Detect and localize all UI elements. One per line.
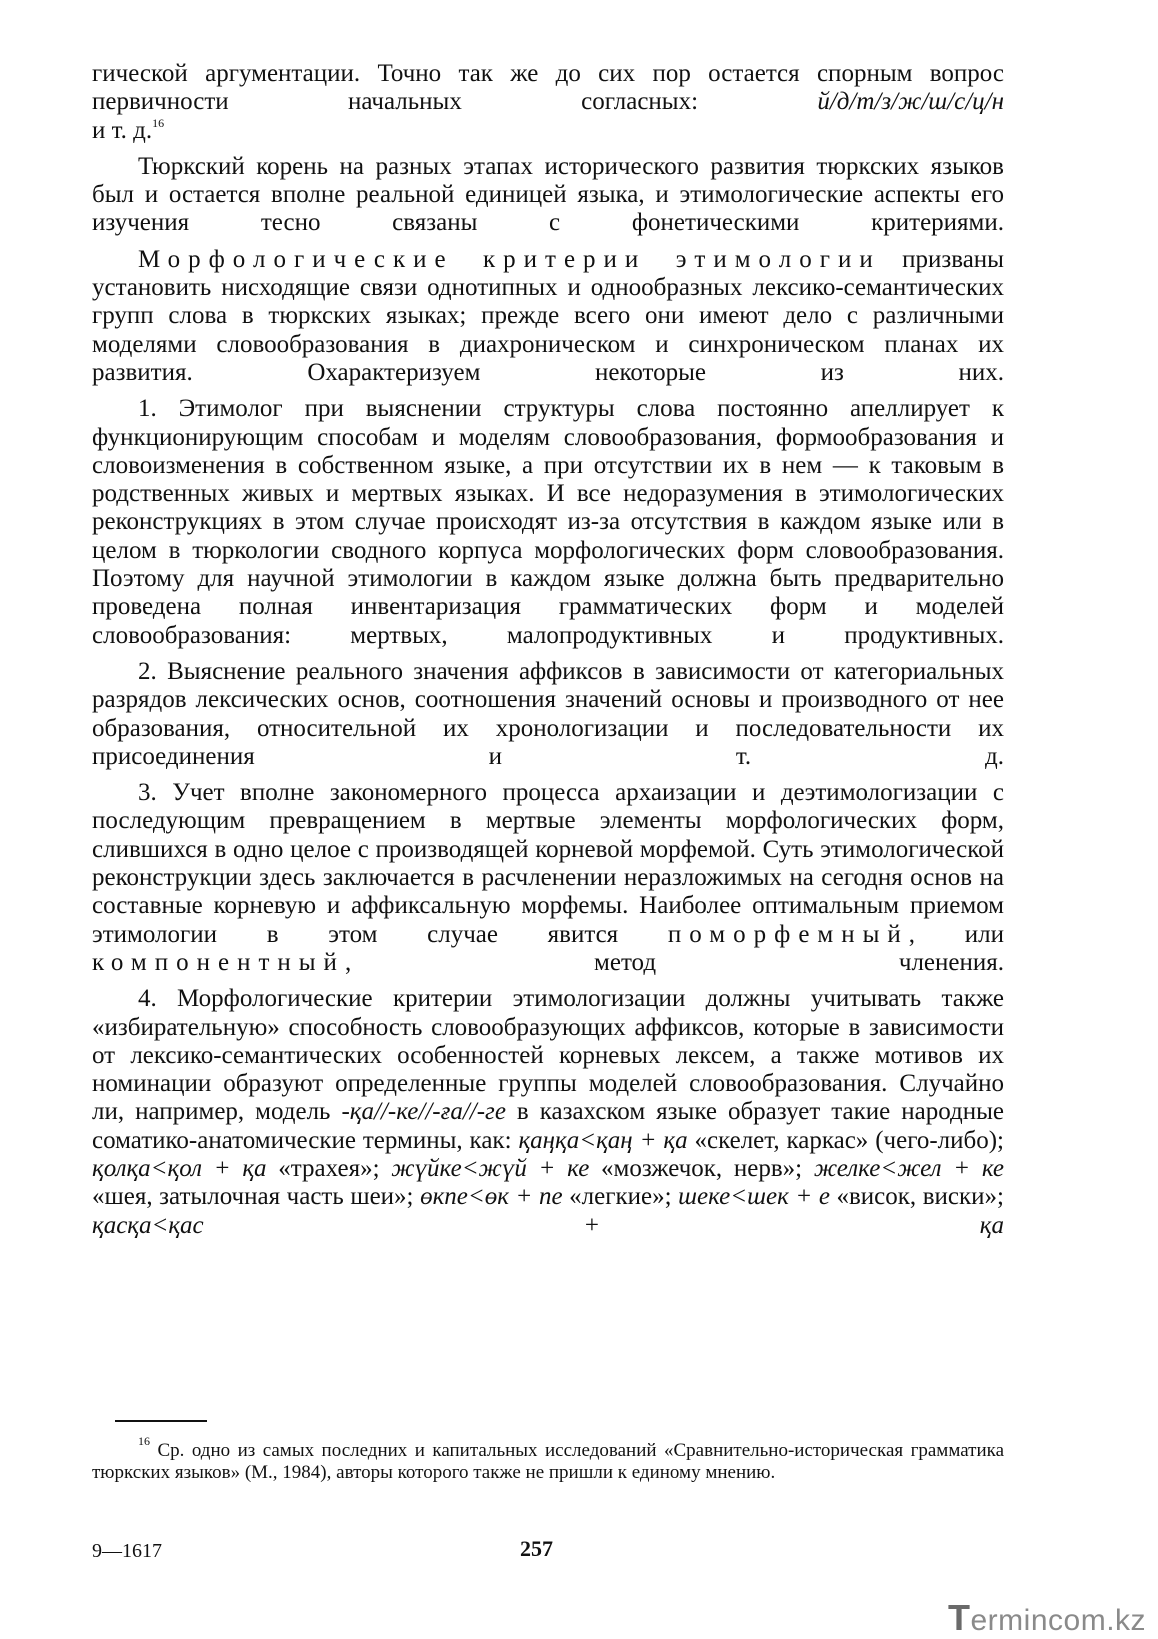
paragraph-text-connector: , или — [908, 920, 1004, 948]
gloss-okpe: «легкие»; — [562, 1183, 679, 1211]
paragraph-turkic-root — [92, 153, 1004, 238]
paragraph-text-2: в казахском языке образует такие народные соматико-анатомические термины, как: — [92, 1098, 1004, 1154]
footnote-body — [92, 1434, 1004, 1484]
gloss-kanka: «скелет, каркас» (чего-либо); — [687, 1126, 1005, 1154]
paragraph-item-4 — [92, 985, 1004, 1240]
footnote-text: Ср. одно из самых последних и капитальных исследований «Сравнительно-историческая грамматика тюркских языков» (М., 1984), авторы которого также не пришли к единому мнению. — [92, 1440, 1004, 1483]
watermark-text: ermincom.kz — [970, 1604, 1147, 1637]
gloss-zhelke: «шея, затылочная часть шеи»; — [92, 1183, 421, 1211]
line-2-text: вопрос первичности начальных согласных: — [92, 60, 1004, 116]
paragraph-item-3 — [92, 779, 1004, 977]
page-number: 257 — [520, 1536, 553, 1561]
term-sheke: шеке<шек + е — [678, 1183, 830, 1211]
line-1: гической аргументации. Точно так же до сих пор остается спорным — [92, 60, 913, 87]
watermark-initial: T — [948, 1597, 971, 1638]
paragraph-text: 2. Выяснение реального значения аффиксов в зависимости от категориальных разрядов лексических основ, соотношения значений основы и производного от нее образования, относительной их хронологизации и последовательности их присоединения и т. д. — [92, 657, 1004, 770]
gloss-kolka: «трахея»; — [266, 1154, 392, 1182]
paragraph-text: 3. Учет вполне закономерного процесса архаизации и деэтимологизации с последующим превращением в мертвые элементы морфологических форм, слившихся в одно целое с производящей корневой морфемой. Суть этимологической реконструкции здесь заключается в расчленении неразложимых на сегодня основ на составные корневую и аффиксальную морфемы. Наиболее оптимальным приемом этимологии в этом случае явится — [92, 779, 1004, 948]
term-zhuike: жүйке<жүй + ке — [391, 1154, 590, 1182]
footnote-number: 16 — [138, 1434, 150, 1448]
term-kanka: қаңқа<қаң + қа — [518, 1126, 688, 1154]
term-kolka: қолқа<қол + қа — [92, 1154, 267, 1182]
paragraph-text: 4. Морфологические критерии этимологизации должны учитывать также «избирательную» способность словообразующих аффиксов, которые в зависимости от лексико-семантических особенностей корневых лексем, а также мотивов их номинации образуют определенные группы моделей словообразования. Случайно ли, например, модель — [92, 985, 1004, 1126]
paragraph-morphological-criteria — [92, 246, 1004, 387]
paragraph-text: Тюркский корень на разных этапах исторического развития тюркских языков был и остается вполне реальной единицей языка, и этимологические аспекты его изучения тесно связаны с фонетическими критериями. — [92, 152, 1004, 237]
paragraph-item-2 — [92, 658, 1004, 771]
printer-signature: 9—1617 — [92, 1540, 162, 1562]
footnote — [92, 1434, 1004, 1484]
gloss-zhuike: «мозжечок, нерв»; — [589, 1154, 814, 1182]
paragraph-item-1 — [92, 395, 1004, 650]
paragraph-text: 1. Этимолог при выяснении структуры слова постоянно апеллирует к функционирующим способам и моделям словообразования, формообразования и словоизменения в собственном языке, а при отсутствии их в нем — к таковым в родственных живых и мертвых языках. И все недоразумения в этимологических реконструкциях в этом случае происходят из-за отсутствия в каждом языке или в целом в тюркологии сводного корпуса морфологических форм словообразования. Поэтому для научной этимологии в каждом языке должна быть предварительно проведена полная инвентаризация грамматических форм и моделей словообразования: мертвых, малопродуктивных и продуктивных. — [92, 395, 1004, 649]
term-okpe: өкпе<өк + пе — [420, 1183, 563, 1211]
paragraph-continuation — [92, 60, 1004, 145]
affix-model: -қа//-ке//-ға//-ге — [341, 1098, 506, 1126]
line-3 — [92, 117, 1004, 145]
etc-text: и т. д. — [92, 116, 153, 144]
footnote-ref: 16 — [152, 115, 165, 130]
gloss-sheke: «висок, виски»; — [829, 1183, 1004, 1211]
term-zhelke: желке<жел + ке — [813, 1154, 1004, 1182]
consonants-list: й/д/т/з/ж/ш/с/ц/н — [817, 88, 1004, 116]
paragraph-text-end: , метод членения. — [344, 948, 1004, 976]
footnote-rule — [115, 1420, 207, 1422]
page-body — [92, 60, 1004, 1240]
spaced-term-2: компонентный — [92, 948, 345, 976]
watermark-logo — [948, 1597, 1146, 1639]
spaced-term-1: поморфемный — [667, 920, 909, 948]
spaced-heading: Морфологические критерии этимологии — [138, 245, 881, 273]
paragraph-text: призваны установить нисходящие связи однотипных и однообразных лексико-семантических групп слова в тюркских языках; прежде всего они имеют дело с различными моделями словообразования в диахроническом и синхроническом планах их развития. Охарактеризуем некоторые из них. — [92, 245, 1004, 386]
term-kaska: қасқа<қас + қа — [92, 1211, 1004, 1239]
